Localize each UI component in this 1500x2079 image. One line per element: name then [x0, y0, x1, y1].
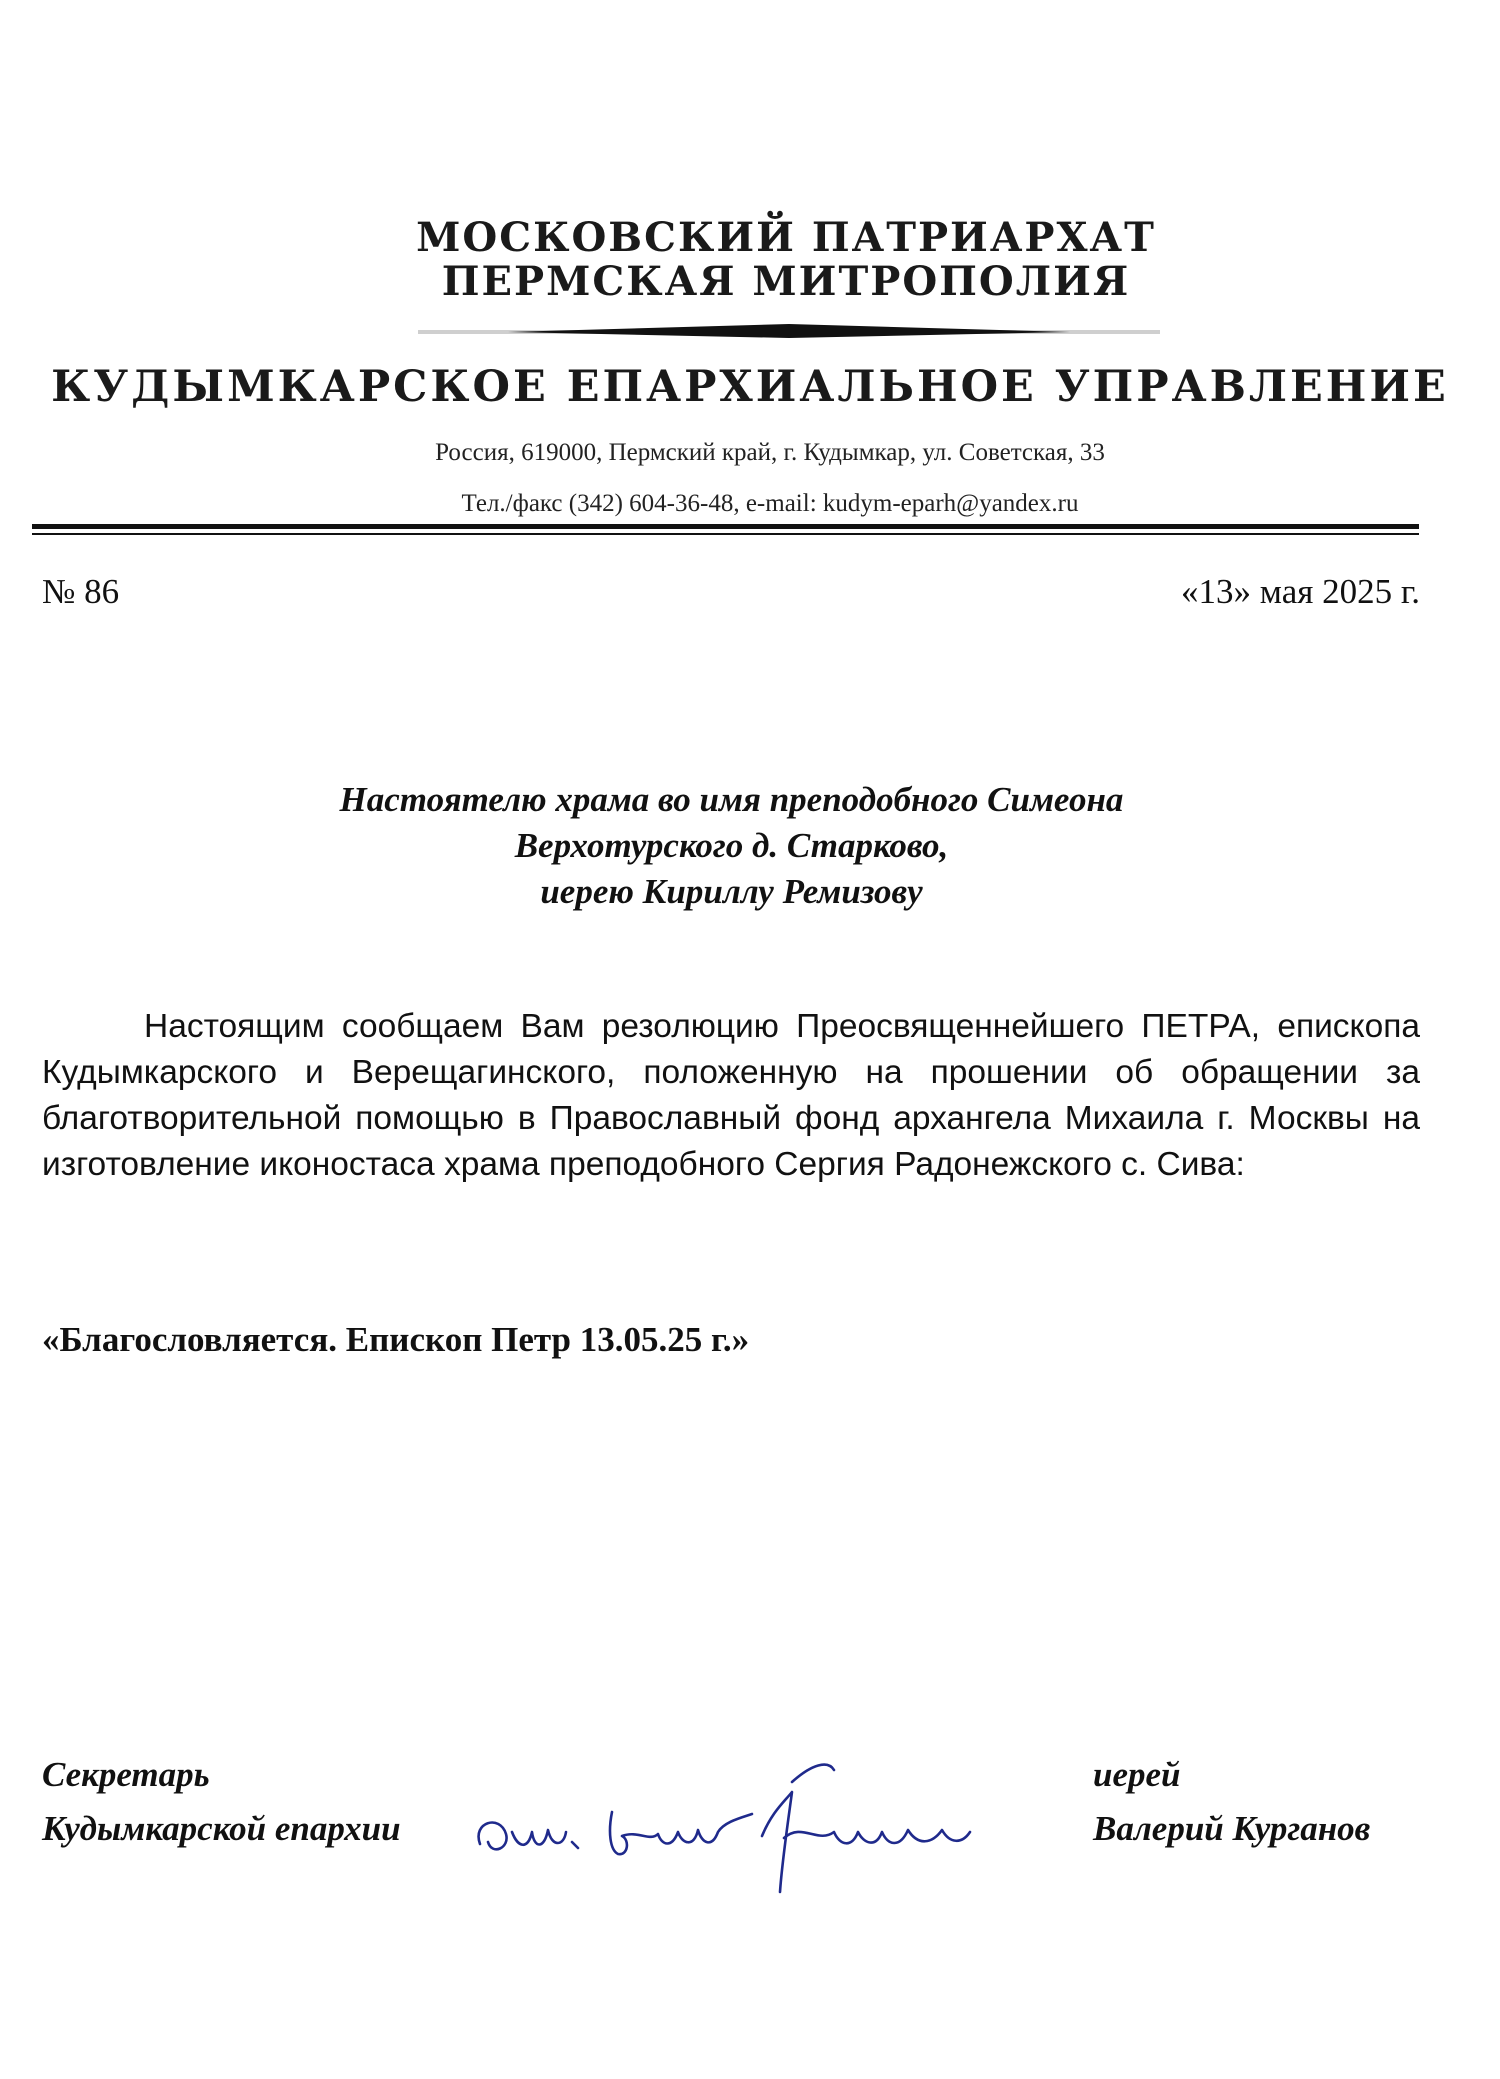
letterhead-rule-thick: [32, 524, 1419, 529]
letterhead-patriarchate: МОСКОВСКИЙ ПАТРИАРХАТ: [416, 214, 1156, 261]
document-date: «13» мая 2025 г.: [1181, 572, 1420, 611]
signature-stroke-4: [792, 1765, 834, 1782]
signer-rank: иерей: [1093, 1755, 1181, 1794]
letterhead-ornament-divider: [418, 320, 1160, 344]
signature-stroke-3: [762, 1792, 970, 1892]
ornament-lens-shape: [508, 324, 1070, 338]
handwritten-signature: [462, 1752, 1062, 1912]
signature-stroke-2: [610, 1812, 752, 1854]
letterhead-rule-thin: [32, 533, 1419, 535]
addressee-line-3: иерею Кириллу Ремизову: [540, 872, 923, 911]
addressee-line-1: Настоятелю храма во имя преподобного Симеона: [339, 780, 1124, 819]
signature-stroke-1: [479, 1823, 578, 1850]
signer-position-line-2: Кудымкарской епархии: [42, 1809, 401, 1848]
signer-name: Валерий Курганов: [1093, 1809, 1371, 1848]
bishop-resolution: «Благословляется. Епископ Петр 13.05.25 г.»: [42, 1320, 750, 1359]
letterhead-contacts: Тел./факс (342) 604-36-48, e-mail: kudym-eparh@yandex.ru: [461, 490, 1079, 517]
letter-body-paragraph: Настоящим сообщаем Вам резолюцию Преосвященнейшего ПЕТРА, епископа Кудымкарского и Верещагинского, положенную на прошении об обращении за благотворительной помощью в Православный фонд архангела Михаила г. Москвы на изготовление иконостаса храма преподобного Сергия Радонежского с. Сива:: [42, 1008, 1420, 1183]
letterhead-postal-address: Россия, 619000, Пермский край, г. Кудымкар, ул. Советская, 33: [435, 439, 1105, 466]
letterhead-metropolis: ПЕРМСКАЯ МИТРОПОЛИЯ: [441, 258, 1131, 305]
document-number: № 86: [42, 572, 120, 611]
letterhead-diocese-administration: КУДЫМКАРСКОЕ ЕПАРХИАЛЬНОЕ УПРАВЛЕНИЕ: [51, 362, 1449, 412]
signer-position-line-1: Секретарь: [42, 1755, 210, 1794]
addressee-line-2: Верхотурского д. Старково,: [514, 826, 949, 865]
